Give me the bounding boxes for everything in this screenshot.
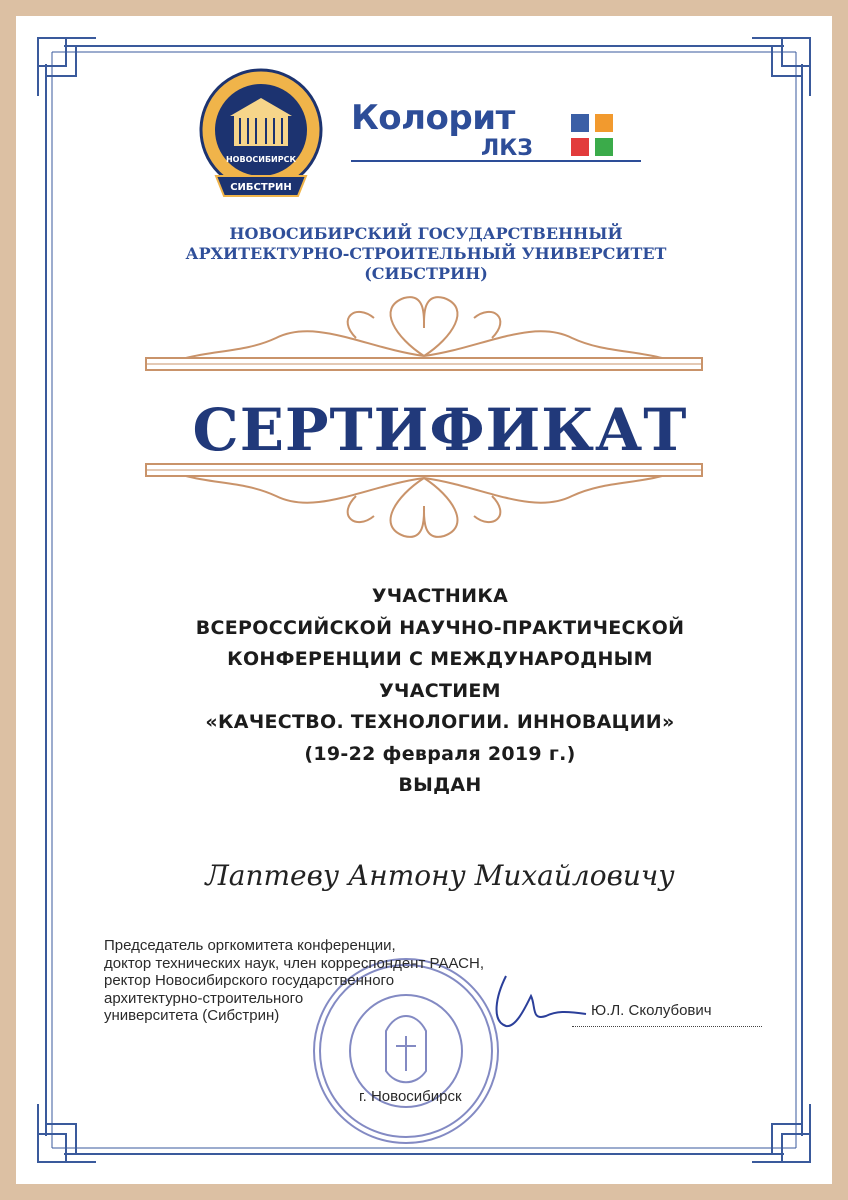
signatory-line-4: архитектурно-строительного xyxy=(104,989,304,1007)
signatory-line-5: университета (Сибстрин) xyxy=(104,1007,280,1024)
university-title xyxy=(166,224,686,284)
body-line-5: «КАЧЕСТВО. ТЕХНОЛОГИИ. ИННОВАЦИИ» xyxy=(205,711,675,733)
body-line-2: ВСЕРОССИЙСКОЙ НАУЧНО-ПРАКТИЧЕСКОЙ xyxy=(195,616,685,639)
body-line-6: (19-22 февраля 2019 г.) xyxy=(304,742,576,765)
certificate-title: СЕРТИФИКАТ xyxy=(192,396,688,464)
body-line-3: КОНФЕРЕНЦИИ С МЕЖДУНАРОДНЫМ xyxy=(227,648,653,670)
university-line-2: АРХИТЕКТУРНО-СТРОИТЕЛЬНЫЙ УНИВЕРСИТЕТ xyxy=(185,244,667,263)
body-line-7: ВЫДАН xyxy=(398,774,482,796)
sponsor-square-green xyxy=(595,138,613,156)
logo-ribbon-text: СИБСТРИН xyxy=(230,182,292,193)
university-line-3: (СИБСТРИН) xyxy=(364,264,488,283)
sponsor-square-red xyxy=(571,138,589,156)
signatory-line-1: Председатель оргкомитета конференции, xyxy=(104,937,396,954)
issue-city: г. Новосибирск xyxy=(359,1088,462,1105)
certificate-sheet xyxy=(16,16,832,1184)
sponsor-square-blue xyxy=(571,114,589,132)
body-line-1: УЧАСТНИКА xyxy=(371,585,509,607)
university-logo xyxy=(196,68,326,208)
sponsor-name: Колорит xyxy=(351,98,515,138)
signature-line xyxy=(572,1026,762,1027)
sponsor-underline xyxy=(351,160,641,162)
signatory-line-2: доктор технических наук, член корреспондент РААСН, xyxy=(104,954,485,972)
signatory-line-3: ректор Новосибирского государственного xyxy=(104,972,395,989)
signatory-block xyxy=(104,937,624,1025)
top-ornament xyxy=(126,278,722,388)
certificate-body xyxy=(116,581,764,802)
bottom-ornament xyxy=(126,454,722,564)
logo-city-text: НОВОСИБИРСК xyxy=(225,155,297,164)
university-line-1: НОВОСИБИРСКИЙ ГОСУДАРСТВЕННЫЙ xyxy=(229,224,623,243)
sponsor-logo xyxy=(351,96,651,176)
body-line-4: УЧАСТИЕМ xyxy=(379,679,501,702)
sponsor-sub: ЛКЗ xyxy=(481,136,533,161)
sponsor-square-orange xyxy=(595,114,613,132)
recipient-name: Лаптеву Антону Михайловичу xyxy=(205,859,675,892)
signatory-name: Ю.Л. Сколубович xyxy=(591,1002,712,1019)
